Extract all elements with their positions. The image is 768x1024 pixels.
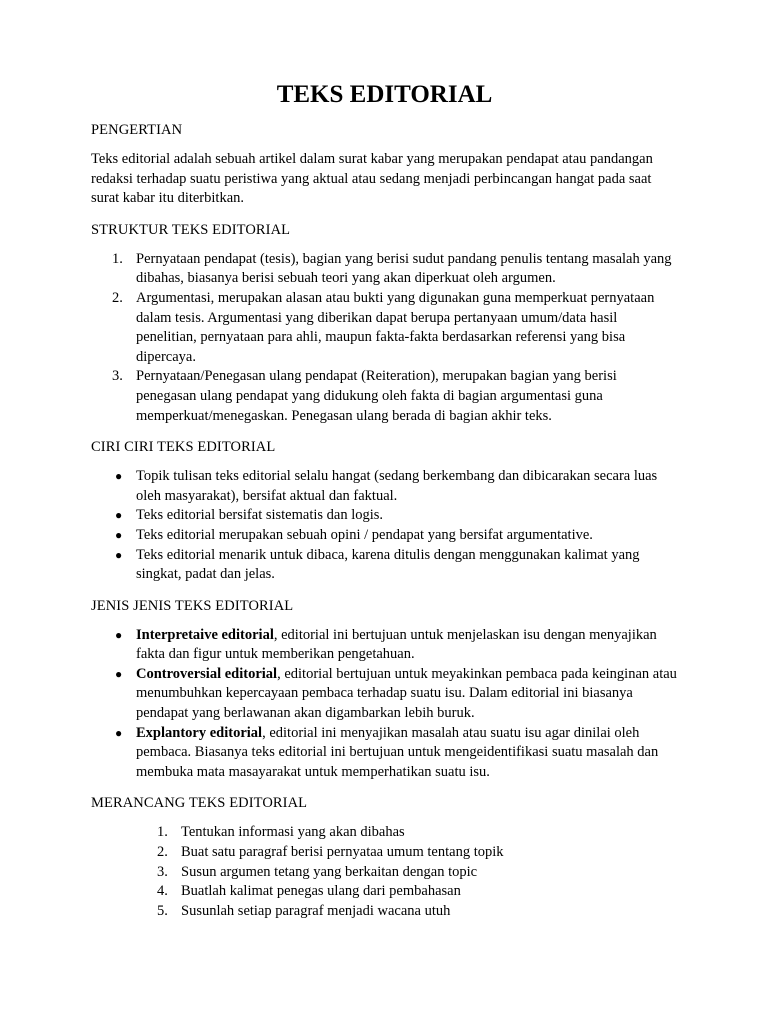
bullet-icon: ● (115, 547, 123, 562)
editorial-type-term: Explantory editorial (136, 724, 263, 741)
bullet-icon: ● (115, 666, 123, 681)
section-heading-jenis: JENIS JENIS TEKS EDITORIAL (91, 597, 294, 614)
list-item-text: Buat satu paragraf berisi pernyataa umum tentang topik (181, 844, 504, 861)
list-item (91, 250, 678, 289)
section-heading-merancang: MERANCANG TEKS EDITORIAL (91, 795, 308, 812)
list-item-text: Pernyataan/Penegasan ulang pendapat (Reiteration), merupakan bagian yang berisi penegasan ulang pendapat yang didukung oleh fakta di bagian argumentasi guna memperkuat/menegaskan. Penegasan ulang berada di bagian akhir teks. (136, 368, 617, 424)
bullet-icon: ● (115, 725, 123, 740)
list-item (91, 882, 678, 902)
list-number: 3. (157, 863, 168, 880)
list-item-text: , editorial bertujuan untuk meyakinkan pembaca pada keinginan atau menumbuhkan kepercayaan pembaca terhadap suatu isu. Dalam editorial ini biasanya pendapat yang berlawanan akan digambarkan lebih buruk. (136, 665, 677, 722)
list-item-text: Tentukan informasi yang akan dibahas (181, 824, 405, 841)
list-item-text: Topik tulisan teks editorial selalu hangat (sedang berkembang dan dibicarakan secara luas oleh masyarakat), bersifat aktual dan faktual. (136, 468, 658, 504)
bullet-icon: ● (115, 469, 123, 484)
list-number: 2. (157, 844, 168, 861)
list-item (91, 665, 678, 724)
editorial-type-term: Controversial editorial (136, 665, 278, 682)
list-item-text: Pernyataan pendapat (tesis), bagian yang berisi sudut pandang penulis tentang masalah yang dibahas, biasanya berisi sebuah teori yang akan diperkuat oleh argumen. (136, 250, 672, 287)
list-number: 2. (112, 289, 123, 306)
list-item-text: Teks editorial bersifat sistematis dan logis. (136, 507, 384, 524)
list-item (91, 526, 678, 546)
list-number: 4. (157, 883, 168, 900)
list-item (91, 467, 678, 506)
bullet-icon: ● (115, 627, 123, 642)
editorial-type-term: Interpretaive editorial (136, 626, 274, 643)
pengertian-paragraph: Teks editorial adalah sebuah artikel dalam surat kabar yang merupakan pendapat atau pandangan redaksi terhadap suatu peristiwa yang aktual atau sedang menjadi perbincangan hangat pada saat surat kabar itu diterbitkan. (91, 151, 653, 207)
section-heading-pengertian: PENGERTIAN (91, 122, 183, 138)
section-heading-struktur: STRUKTUR TEKS EDITORIAL (91, 221, 291, 238)
list-item-text: Argumentasi, merupakan alasan atau bukti yang digunakan guna memperkuat pernyataan dalam tesis. Argumentasi yang diberikan dapat berupa pertanyaan umum/data hasil penelitian, pernyataan para ahli, maupun fakta-fakta berdasarkan referensi yang bisa dipercaya. (136, 289, 655, 365)
list-item (91, 863, 678, 883)
list-item-text: Buatlah kalimat penegas ulang dari pembahasan (181, 883, 461, 900)
list-item (91, 546, 678, 585)
list-item (91, 367, 678, 426)
list-number: 1. (157, 824, 168, 841)
list-number: 1. (112, 250, 123, 267)
list-number: 5. (157, 902, 168, 919)
list-item (91, 902, 678, 922)
list-item (91, 724, 678, 783)
list-number: 3. (112, 368, 123, 385)
bullet-icon: ● (115, 508, 123, 523)
list-item (91, 626, 678, 665)
jenis-list (91, 626, 678, 783)
ciri-list (91, 467, 678, 585)
list-item (91, 843, 678, 863)
merancang-list (91, 823, 678, 921)
section-heading-ciri: CIRI CIRI TEKS EDITORIAL (91, 439, 276, 456)
list-item (91, 823, 678, 843)
list-item-text: Susunlah setiap paragraf menjadi wacana utuh (181, 902, 451, 919)
list-item-text: , editorial ini menyajikan masalah atau suatu isu agar dinilai oleh pembaca. Biasanya teks editorial ini bertujuan untuk mengeidentifikasi suatu masalah dan membuka mata masayarakat untuk memperhatikan suatu isu. (136, 724, 659, 780)
list-item-text: , editorial ini bertujuan untuk menjelaskan isu dengan menyajikan fakta dan figur untuk memberikan pengetahuan. (136, 626, 657, 663)
document-title: TEKS EDITORIAL (276, 81, 493, 108)
list-item-text: Teks editorial menarik untuk dibaca, karena ditulis dengan menggunakan kalimat yang singkat, padat dan jelas. (136, 546, 640, 583)
list-item-text: Susun argumen tetang yang berkaitan dengan topic (181, 863, 478, 880)
struktur-list (91, 250, 678, 426)
bullet-icon: ● (115, 527, 123, 542)
list-item (91, 289, 678, 367)
list-item (91, 506, 678, 526)
list-item-text: Teks editorial merupakan sebuah opini / pendapat yang bersifat argumentative. (136, 526, 593, 543)
